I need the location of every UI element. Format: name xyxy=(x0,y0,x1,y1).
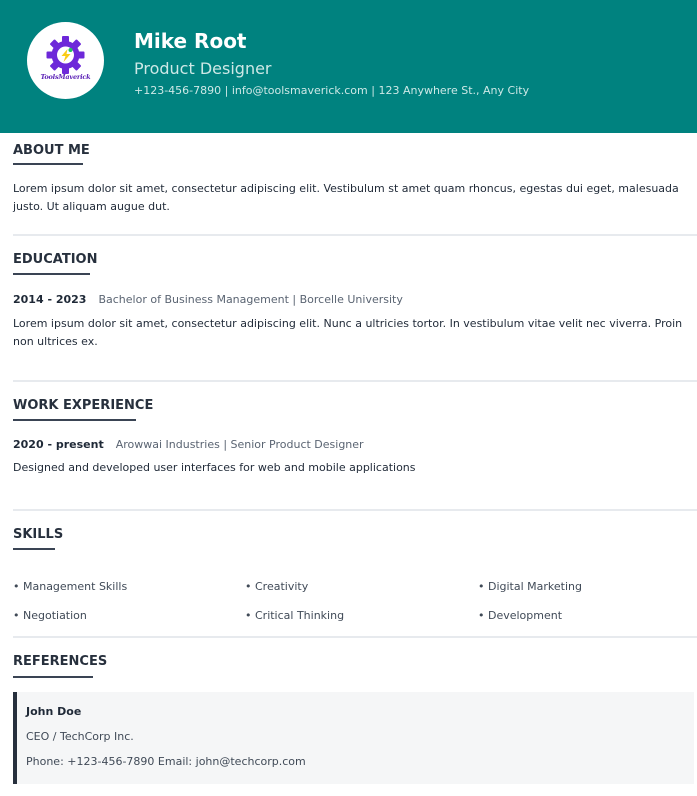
experience-entry-header xyxy=(13,438,364,452)
experience-role: Arowwai Industries | Senior Product Designer xyxy=(115,438,364,451)
skill-item: • Creativity xyxy=(245,580,309,593)
person-name: Mike Root xyxy=(134,29,247,53)
experience-heading: WORK EXPERIENCE xyxy=(13,398,154,413)
skill-item: • Digital Marketing xyxy=(478,580,582,593)
education-description: Lorem ipsum dolor sit amet, consectetur adipiscing elit. Nunc a ultricies tortor. In vestibulum vitae velit nec viverra. Proin non ultrices ex. xyxy=(13,317,683,348)
section-divider xyxy=(13,509,697,511)
skill-item: • Negotiation xyxy=(13,609,87,622)
skill-item: • Development xyxy=(478,609,563,622)
about-heading: ABOUT ME xyxy=(13,143,90,158)
reference-card xyxy=(13,692,694,784)
reference-name: John Doe xyxy=(26,705,82,718)
skills-heading: SKILLS xyxy=(13,527,64,542)
logo-wordmark: ToolsMaverick xyxy=(40,73,91,81)
references-underline xyxy=(13,676,93,678)
references-heading: REFERENCES xyxy=(13,654,108,669)
job-title: Product Designer xyxy=(134,59,272,78)
skills-underline xyxy=(13,548,55,550)
section-divider xyxy=(13,380,697,382)
gear-icon xyxy=(27,22,104,99)
reference-position: CEO / TechCorp Inc. xyxy=(26,730,134,743)
experience-underline xyxy=(13,419,136,421)
contact-info: +123-456-7890 | info@toolsmaverick.com | 123 Anywhere St., Any City xyxy=(134,84,530,97)
about-underline xyxy=(13,163,83,165)
experience-dates: 2020 - present xyxy=(13,438,104,451)
education-underline xyxy=(13,273,90,275)
experience-description: Designed and developed user interfaces for web and mobile applications xyxy=(13,461,416,474)
company-logo xyxy=(27,22,104,99)
reference-contact: Phone: +123-456-7890 Email: john@techcorp.com xyxy=(26,755,306,768)
education-dates: 2014 - 2023 xyxy=(13,293,87,306)
education-degree: Bachelor of Business Management | Borcelle University xyxy=(98,293,403,306)
skill-item: • Management Skills xyxy=(13,580,128,593)
resume-header xyxy=(0,0,697,133)
section-divider xyxy=(13,636,697,638)
education-entry-header xyxy=(13,293,403,307)
education-heading: EDUCATION xyxy=(13,252,98,267)
section-divider xyxy=(13,234,697,236)
skill-item: • Critical Thinking xyxy=(245,609,345,622)
about-text: Lorem ipsum dolor sit amet, consectetur adipiscing elit. Vestibulum st amet quam rhoncus, egestas dui eget, malesuada justo. Ut aliquam augue dut. xyxy=(13,182,679,213)
